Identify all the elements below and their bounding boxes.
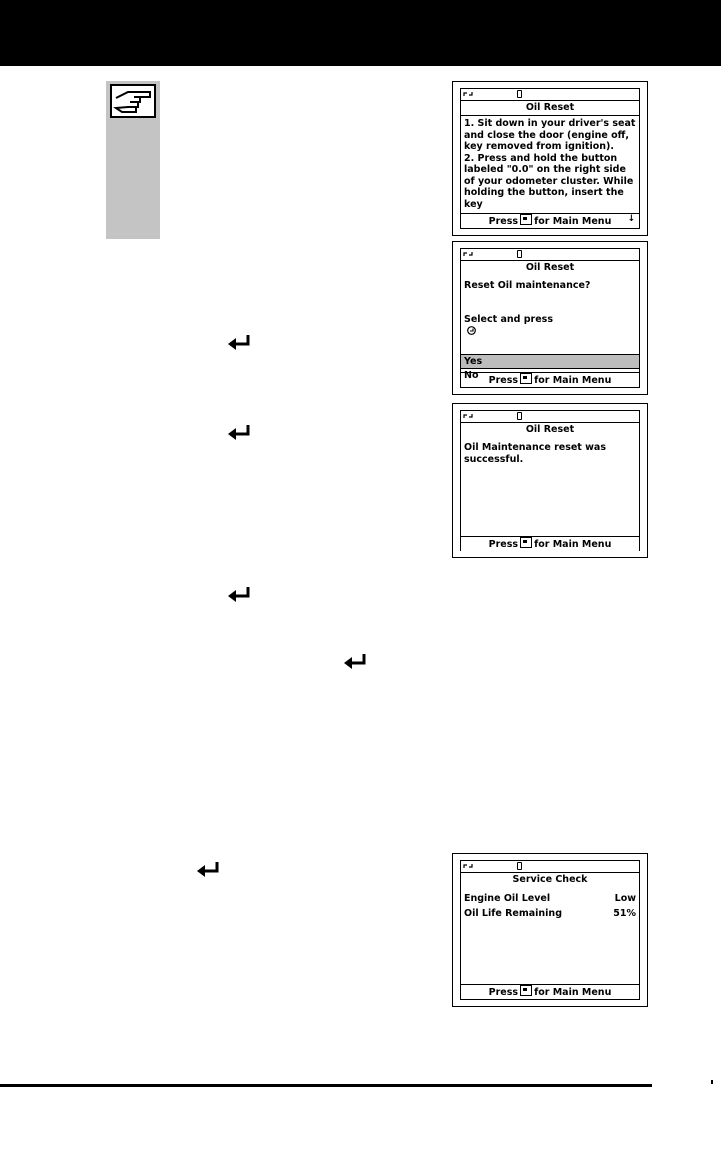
scroll-down-icon[interactable]: ↓ bbox=[627, 214, 635, 224]
pointing-hand-icon bbox=[110, 84, 156, 118]
screen-title: Oil Reset bbox=[525, 424, 575, 435]
hint-prefix: Press bbox=[488, 539, 519, 550]
menu-key-icon bbox=[520, 373, 532, 384]
main-menu-hint bbox=[461, 213, 639, 228]
row-label: Oil Life Remaining bbox=[464, 908, 562, 919]
status-bar bbox=[461, 89, 639, 101]
row-value: Low bbox=[614, 893, 636, 904]
hint-suffix: for Main Menu bbox=[534, 216, 612, 227]
service-rows bbox=[461, 887, 639, 921]
screen-title: Oil Reset bbox=[525, 262, 575, 273]
lcd-display bbox=[460, 860, 640, 1000]
prompt-text: Select and press bbox=[464, 314, 553, 325]
hint-prefix: Press bbox=[488, 987, 519, 998]
enter-key-icon bbox=[195, 860, 223, 878]
row-label: Engine Oil Level bbox=[464, 893, 551, 904]
hint-suffix: for Main Menu bbox=[534, 987, 612, 998]
screen-title: Service Check bbox=[512, 874, 588, 885]
corner-mark bbox=[711, 1080, 713, 1084]
status-bar bbox=[461, 411, 639, 423]
hint-suffix: for Main Menu bbox=[534, 539, 612, 550]
link-icon bbox=[463, 91, 473, 97]
status-bar bbox=[461, 249, 639, 261]
screen-title: Oil Reset bbox=[461, 101, 639, 116]
link-icon bbox=[463, 413, 473, 419]
option-no[interactable]: No bbox=[461, 368, 639, 382]
menu-key-icon bbox=[520, 985, 532, 996]
oil-reset-confirm-screen bbox=[452, 241, 648, 395]
link-icon bbox=[463, 251, 473, 257]
enter-circle-icon bbox=[467, 326, 476, 335]
lcd-display bbox=[460, 88, 640, 229]
service-row bbox=[461, 891, 639, 906]
confirm-question: Reset Oil maintenance? bbox=[464, 280, 591, 291]
hint-suffix: for Main Menu bbox=[534, 375, 612, 386]
instructions-text: 1. Sit down in your driver's seat and close the door (engine off, key removed from ignition). 2. Press and hold the button labeled "0.0" on the right side of your odometer cluster. While holding the button, insert the key bbox=[464, 118, 636, 210]
enter-key-icon bbox=[226, 423, 254, 441]
footer-rule bbox=[0, 1084, 652, 1087]
lcd-display bbox=[460, 248, 640, 388]
service-check-screen bbox=[452, 853, 648, 1007]
main-menu-hint bbox=[461, 372, 639, 387]
menu-key-icon bbox=[520, 537, 532, 548]
enter-key-icon bbox=[342, 652, 370, 670]
oil-reset-instructions-screen bbox=[452, 81, 648, 236]
row-value: 51% bbox=[613, 908, 636, 919]
service-row bbox=[461, 906, 639, 921]
oil-reset-success-screen bbox=[452, 403, 648, 558]
battery-icon bbox=[517, 412, 522, 420]
page-header-bar bbox=[0, 0, 721, 66]
lcd-display bbox=[460, 410, 640, 551]
success-message: Oil Maintenance reset was successful. bbox=[464, 442, 606, 465]
enter-key-icon bbox=[226, 585, 254, 603]
select-prompt bbox=[461, 294, 639, 355]
option-yes[interactable]: Yes bbox=[461, 354, 639, 368]
menu-key-icon bbox=[520, 214, 532, 225]
main-menu-hint bbox=[461, 984, 639, 999]
enter-key-icon bbox=[226, 333, 254, 351]
note-callout bbox=[106, 81, 160, 239]
battery-icon bbox=[517, 862, 522, 870]
battery-icon bbox=[517, 250, 522, 258]
main-menu-hint bbox=[461, 536, 639, 551]
hint-prefix: Press bbox=[488, 375, 519, 386]
battery-icon bbox=[517, 90, 522, 98]
link-icon bbox=[463, 863, 473, 869]
hint-prefix: Press bbox=[488, 216, 519, 227]
status-bar bbox=[461, 861, 639, 873]
